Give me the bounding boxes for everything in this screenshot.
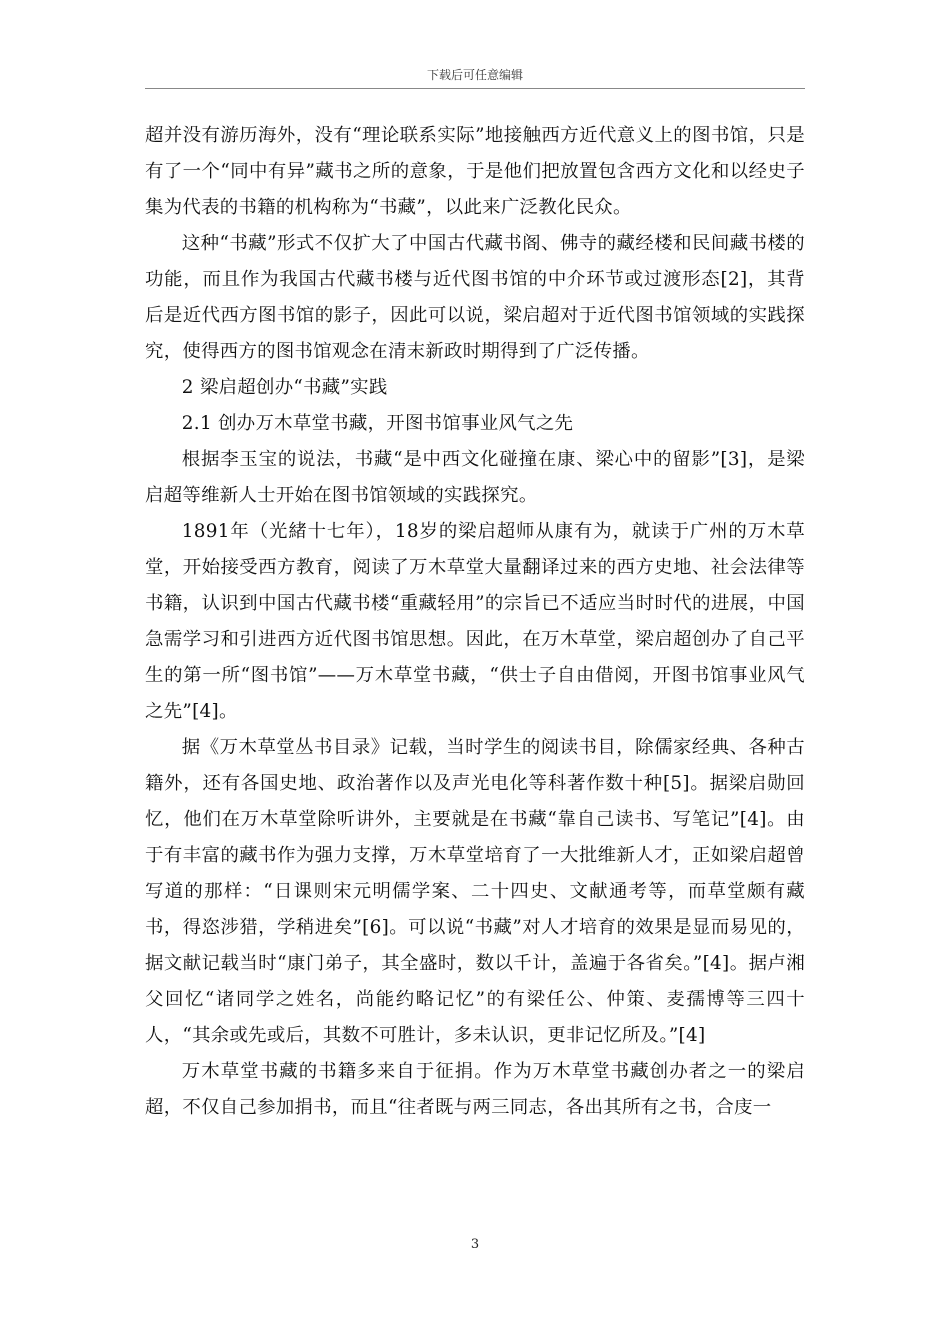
header-divider xyxy=(145,88,805,89)
paragraph: 根据李玉宝的说法，书藏“是中西文化碰撞在康、梁心中的留影”[3]，是梁启超等维新人士开始在图书馆领域的实践探究。 xyxy=(145,449,805,506)
subsection-heading: 2.1 创办万木草堂书藏，开图书馆事业风气之先 xyxy=(181,413,574,434)
page-number: 3 xyxy=(470,1237,480,1252)
paragraph: 1891年（光緒十七年），18岁的梁启超师从康有为，就读于广州的万木草堂，开始接受西方教育，阅读了万木草堂大量翻译过来的西方史地、社会法律等书籍，认识到中国古代藏书楼“重藏轻用”的宗旨已不适应当时时代的进展，中国急需学习和引进西方近代图书馆思想。因此，在万木草堂，梁启超创办了自己平生的第一所“图书馆”——万木草堂书藏，“供士子自由借阅，开图书馆事业风气之先”[4]。 xyxy=(145,521,805,722)
document-body xyxy=(145,118,805,1126)
section-heading: 2 梁启超创办“书藏”实践 xyxy=(181,377,388,398)
paragraph: 据《万木草堂丛书目录》记载，当时学生的阅读书目，除儒家经典、各种古籍外，还有各国史地、政治著作以及声光电化等科著作数十种[5]。据梁启勋回忆，他们在万木草堂除听讲外，主要就是在书藏“靠自己读书、写笔记”[4]。由于有丰富的藏书作为强力支撑，万木草堂培育了一大批维新人才，正如梁启超曾写道的那样：“日课则宋元明儒学案、二十四史、文献通考等，而草堂颇有藏书，得恣涉猎，学稍进矣”[6]。可以说“书藏”对人才培育的效果是显而易见的，据文献记载当时“康门弟子，其全盛时，数以千计，盖遍于各省矣。”[4]。据卢湘父回忆“诸同学之姓名，尚能约略记忆”的有梁任公、仲策、麦孺博等三四十人，“其余或先或后，其数不可胜计，多未认识，更非记忆所及。”[4] xyxy=(145,737,805,1046)
page-header: 下载后可任意编辑 xyxy=(426,68,523,82)
paragraph: 这种“书藏”形式不仅扩大了中国古代藏书阁、佛寺的藏经楼和民间藏书楼的功能，而且作为我国古代藏书楼与近代图书馆的中介环节或过渡形态[2]，其背后是近代西方图书馆的影子，因此可以说，梁启超对于近代图书馆领域的实践探究，使得西方的图书馆观念在清末新政时期得到了广泛传播。 xyxy=(145,233,805,362)
paragraph: 万木草堂书藏的书籍多来自于征捐。作为万木草堂书藏创办者之一的梁启超，不仅自己参加捐书，而且“往者既与两三同志，各出其所有之书，合庋一 xyxy=(145,1061,805,1118)
paragraph-continuation: 超并没有游历海外，没有“理论联系实际”地接触西方近代意义上的图书馆，只是有了一个“同中有异”藏书之所的意象，于是他们把放置包含西方文化和以经史子集为代表的书籍的机构称为“书藏”，以此来广泛教化民众。 xyxy=(145,125,805,218)
